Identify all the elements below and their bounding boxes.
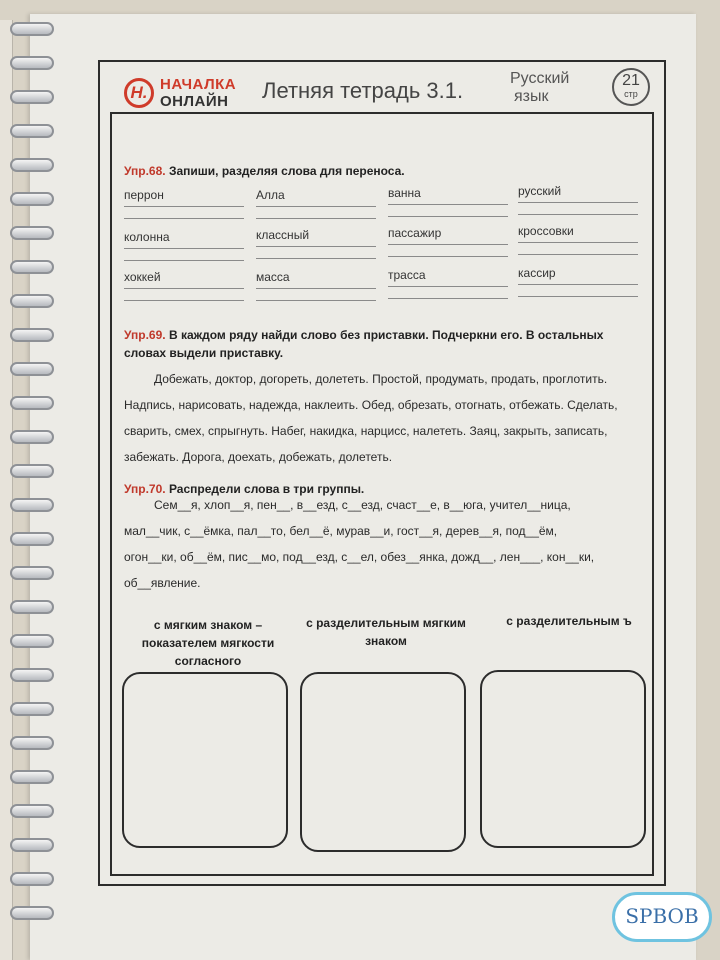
column-label-line: знаком: [365, 634, 407, 648]
ex68-word-cell[interactable]: [388, 268, 508, 302]
binding-ring: [10, 634, 54, 648]
answer-line[interactable]: [518, 242, 638, 243]
binding-ring: [10, 906, 54, 920]
ex69-line: Надпись, нарисовать, надежда, наклеить. Обед, обрезать, отогнать, отбежать. Сделать,: [124, 398, 618, 412]
binding-ring: [10, 736, 54, 750]
ex68-word-cell[interactable]: [124, 230, 244, 264]
binding-ring: [10, 600, 54, 614]
answer-line[interactable]: [124, 218, 244, 219]
ex69-instruction-1: В каждом ряду найди слово без приставки. Подчеркни его. В остальных: [168, 328, 604, 342]
column-label-line: с разделительным мягким: [306, 616, 466, 630]
ex68-word-cell[interactable]: [124, 270, 244, 304]
binding-ring: [10, 838, 54, 852]
column-label-line: с мягким знаком –: [153, 618, 263, 632]
binding-ring: [10, 566, 54, 580]
ex69-number: Упр.69.: [124, 328, 166, 342]
binding-ring: [10, 804, 54, 818]
binding-ring: [10, 770, 54, 784]
column-label-line: показателем мягкости: [141, 636, 275, 650]
ex68-word: пассажир: [388, 226, 442, 240]
answer-line[interactable]: [256, 246, 376, 247]
binding-ring: [10, 532, 54, 546]
binding-ring: [10, 362, 54, 376]
binding-ring: [10, 56, 54, 70]
binding-ring: [10, 158, 54, 172]
binding-ring: [10, 498, 54, 512]
answer-line[interactable]: [256, 300, 376, 301]
spiral-binding: [10, 0, 60, 960]
answer-line[interactable]: [124, 206, 244, 207]
column-label-hard-sign: [484, 612, 654, 630]
ex68-word: колонна: [124, 230, 170, 244]
column-label-line: согласного: [174, 654, 242, 668]
answer-line[interactable]: [518, 254, 638, 255]
answer-line[interactable]: [518, 214, 638, 215]
ex68-word: русский: [518, 184, 562, 198]
ex68-number: Упр.68.: [124, 164, 166, 178]
answer-line[interactable]: [256, 206, 376, 207]
ex68-word-cell[interactable]: [518, 224, 638, 258]
ex68-word: Алла: [256, 188, 285, 202]
ex70-instruction: Распредели слова в три группы.: [168, 482, 365, 496]
ex69-line: Добежать, доктор, догореть, долететь. Простой, продумать, продать, проглотить.: [154, 372, 608, 386]
answer-line[interactable]: [124, 288, 244, 289]
ex68-word: кассир: [518, 266, 556, 280]
ex68-word-cell[interactable]: [256, 270, 376, 304]
ex68-word-cell[interactable]: [388, 186, 508, 220]
ex70-line: Сем__я, хлоп__я, пен__, в__езд, с__езд, счаст__е, в__юга, учител__ница,: [154, 498, 571, 512]
page-number: 21: [622, 72, 640, 89]
binding-ring: [10, 22, 54, 36]
answer-line[interactable]: [256, 258, 376, 259]
ex68-word-cell[interactable]: [256, 228, 376, 262]
binding-ring: [10, 872, 54, 886]
logo-mark-icon: Н.: [124, 78, 154, 108]
ex69-line: забежать. Дорога, доехать, добежать, долететь.: [124, 450, 393, 464]
ex68-word: масса: [256, 270, 290, 284]
page-unit: стр: [624, 89, 638, 99]
ex69-line: сварить, смех, спрыгнуть. Набег, накидка, нарцисс, налететь. Заяц, закрыть, записать,: [124, 424, 608, 438]
column-label-separating-soft-sign: [296, 614, 476, 650]
binding-ring: [10, 294, 54, 308]
subject-line-2: язык: [514, 88, 549, 105]
answer-line[interactable]: [124, 260, 244, 261]
ex68-instruction: Запиши, разделяя слова для переноса.: [168, 164, 405, 178]
answer-line[interactable]: [388, 286, 508, 287]
binding-ring: [10, 702, 54, 716]
ex68-word: кроссовки: [518, 224, 574, 238]
ex68-word: классный: [256, 228, 310, 242]
ex69-title: [124, 326, 644, 362]
watermark-badge: SPBOB: [612, 892, 712, 942]
answer-line[interactable]: [256, 288, 376, 289]
ex68-word-cell[interactable]: [256, 188, 376, 222]
ex68-word: хоккей: [124, 270, 161, 284]
answer-box-separating-soft-sign[interactable]: [300, 672, 466, 852]
ex68-word-cell[interactable]: [518, 184, 638, 218]
ex70-text: [124, 492, 654, 596]
subject-line-1: Русский: [510, 70, 570, 87]
subject-label: [510, 70, 569, 106]
ex70-line: мал__чик, с__ёмка, пал__то, бел__ё, мурав__и, гост__я, дерев__я, под__ём,: [124, 524, 558, 538]
ex68-word: перрон: [124, 188, 164, 202]
answer-line[interactable]: [388, 244, 508, 245]
ex68-word-cell[interactable]: [124, 188, 244, 222]
workbook-title: Летняя тетрадь 3.1.: [262, 78, 464, 103]
ex68-word: ванна: [388, 186, 421, 200]
binding-ring: [10, 396, 54, 410]
answer-line[interactable]: [388, 298, 508, 299]
answer-box-hard-sign[interactable]: [480, 670, 646, 848]
binding-ring: [10, 430, 54, 444]
ex69-instruction-2: словах выдели приставку.: [124, 346, 284, 360]
binding-ring: [10, 192, 54, 206]
ex68-word-cell[interactable]: [388, 226, 508, 260]
logo-text-top: НАЧАЛКА: [160, 76, 237, 93]
ex70-number: Упр.70.: [124, 482, 166, 496]
answer-line[interactable]: [518, 296, 638, 297]
answer-box-soft-sign[interactable]: [122, 672, 288, 848]
answer-line[interactable]: [256, 218, 376, 219]
page-number-badge: [612, 68, 650, 106]
answer-line[interactable]: [518, 284, 638, 285]
binding-ring: [10, 124, 54, 138]
ex68-word-cell[interactable]: [518, 266, 638, 300]
ex69-text: [124, 366, 654, 470]
logo: [124, 76, 237, 112]
logo-text-bottom: ОНЛАЙН: [160, 93, 229, 110]
answer-line[interactable]: [388, 256, 508, 257]
answer-line[interactable]: [124, 300, 244, 301]
binding-ring: [10, 328, 54, 342]
column-label-line: с разделительным ъ: [506, 614, 632, 628]
answer-line[interactable]: [388, 216, 508, 217]
binding-ring: [10, 464, 54, 478]
answer-line[interactable]: [388, 204, 508, 205]
binding-ring: [10, 260, 54, 274]
ex70-line: об__явление.: [124, 576, 201, 590]
binding-ring: [10, 226, 54, 240]
binding-ring: [10, 668, 54, 682]
column-label-soft-sign: [128, 616, 288, 670]
ex68-title: [124, 162, 405, 180]
ex70-line: огон__ки, об__ём, пис__мо, под__езд, с__ел, обез__янка, дожд__, лен___, кон__ки,: [124, 550, 595, 564]
answer-line[interactable]: [124, 248, 244, 249]
binding-ring: [10, 90, 54, 104]
ex68-word: трасса: [388, 268, 426, 282]
answer-line[interactable]: [518, 202, 638, 203]
